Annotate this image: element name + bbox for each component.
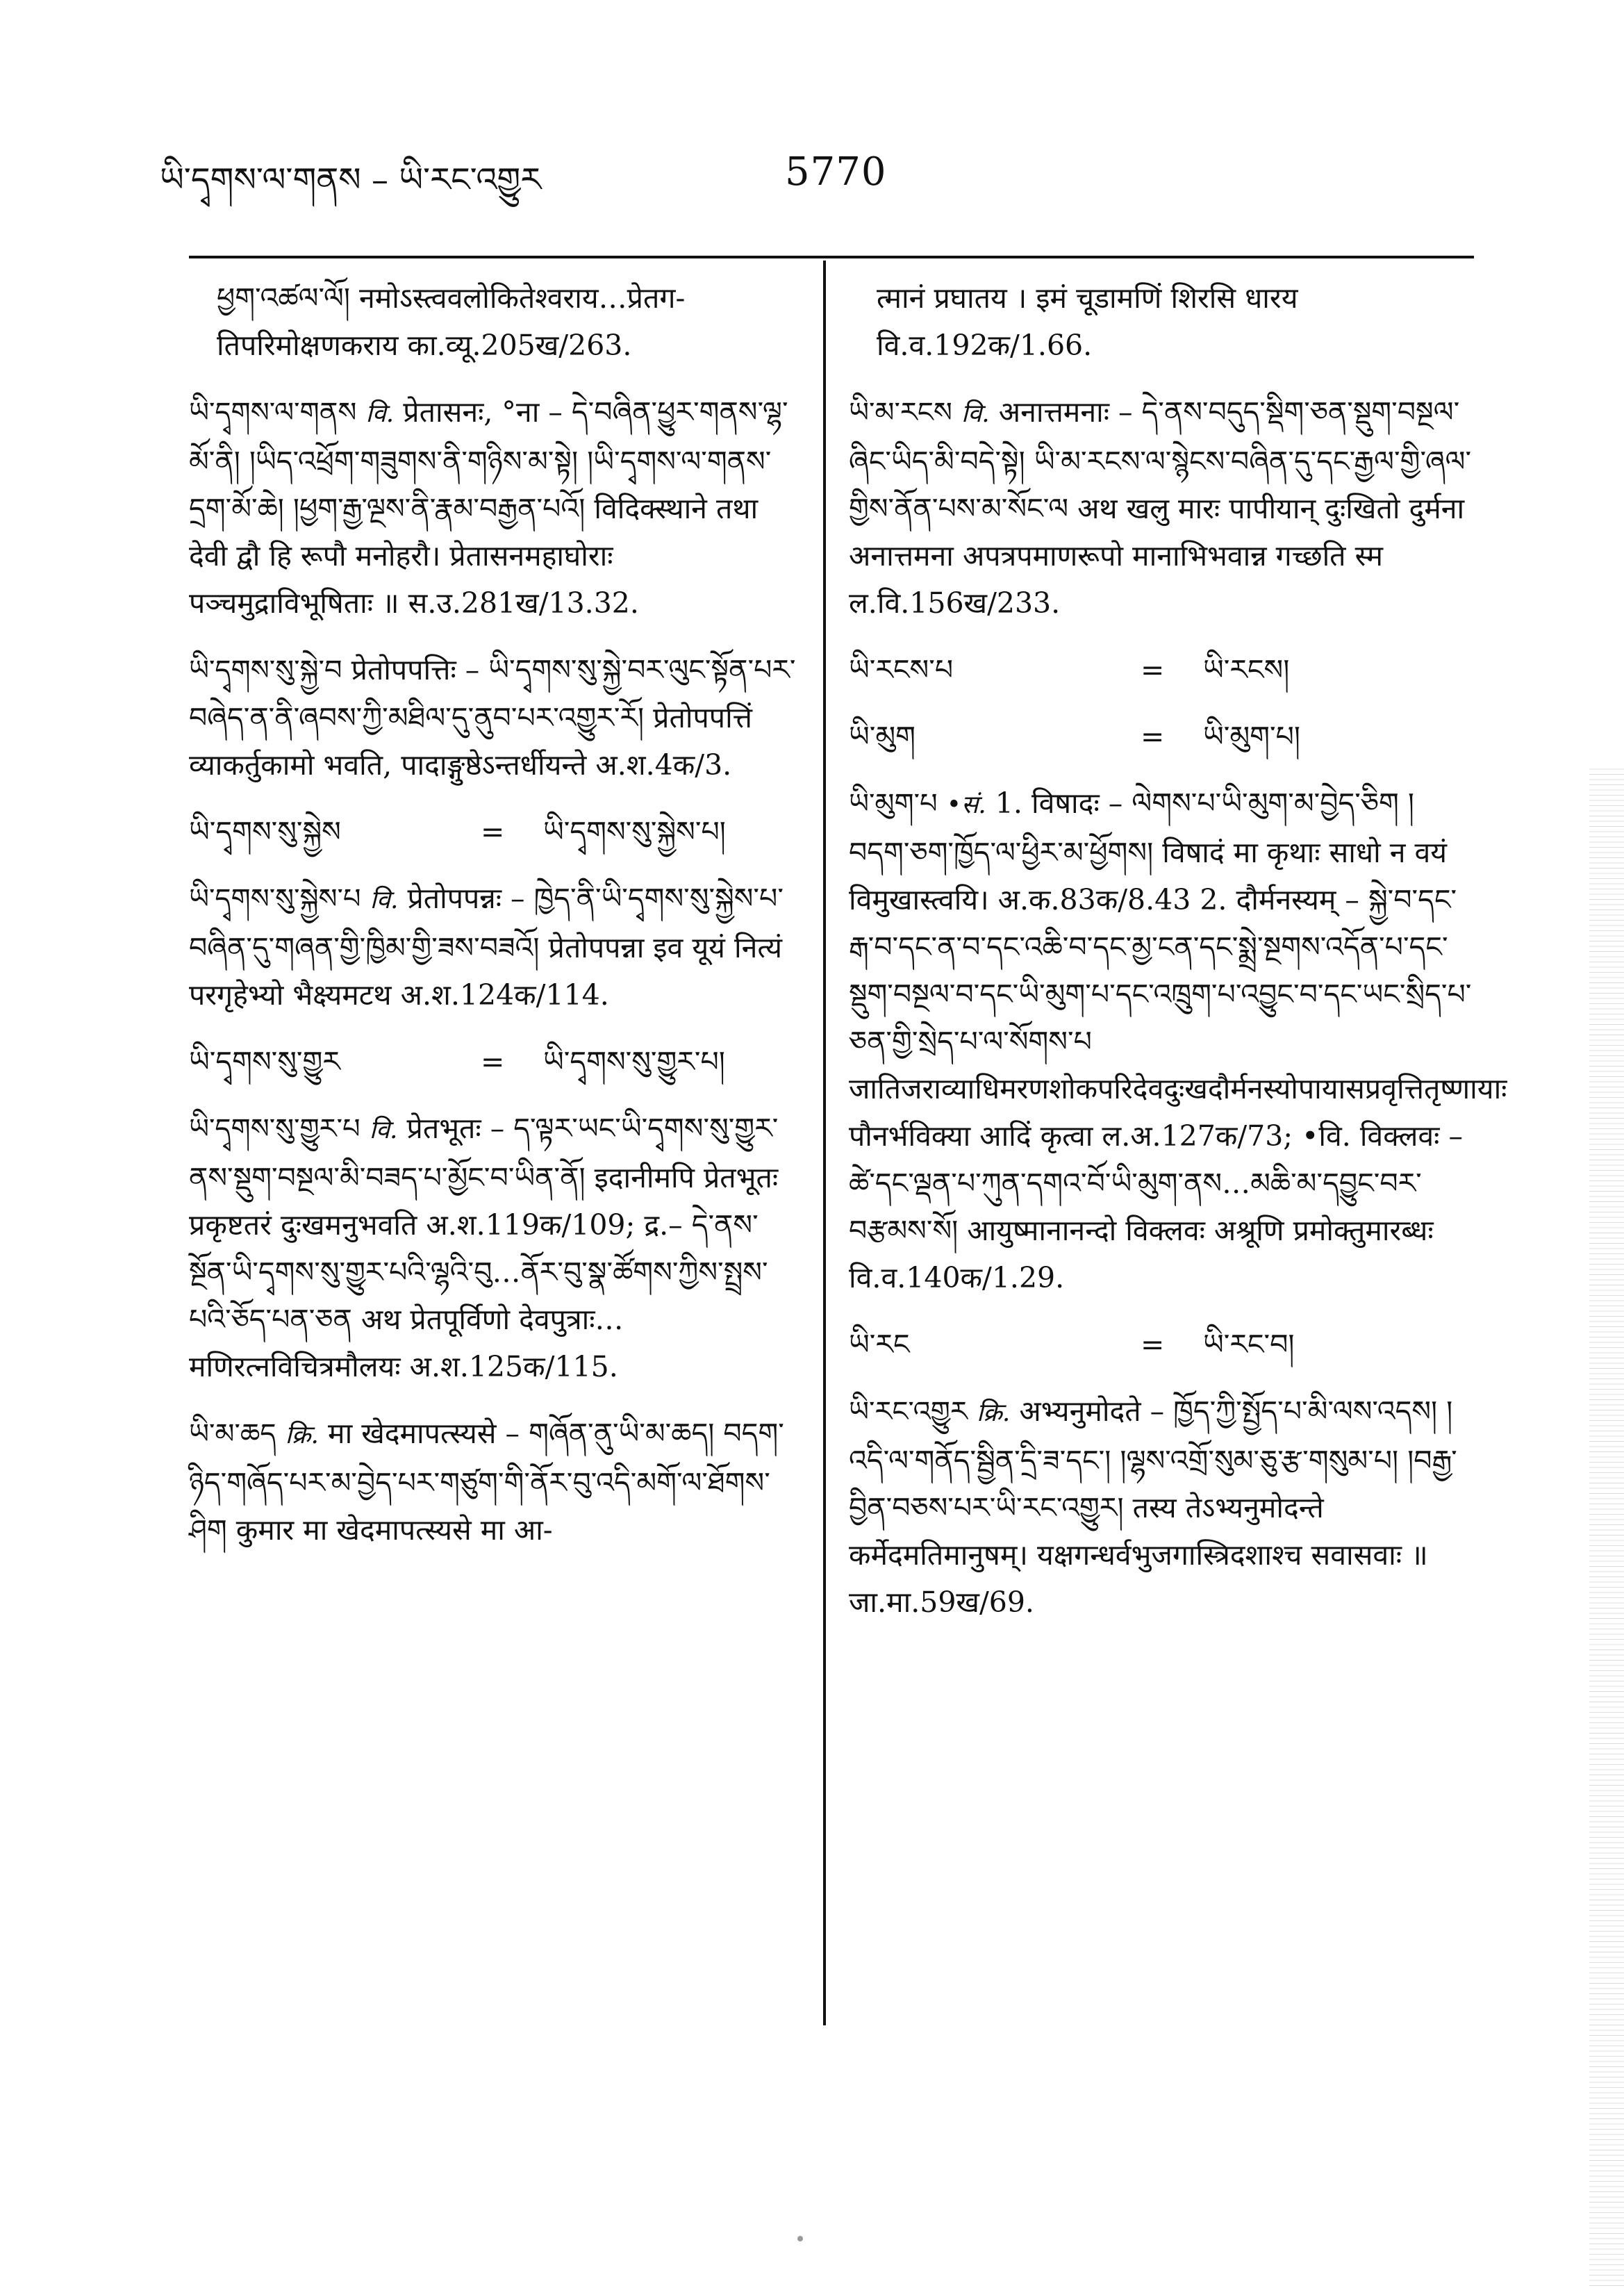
right-column xyxy=(849,274,1507,1645)
equals-sign: = xyxy=(481,1045,505,1078)
equals-sign: = xyxy=(1141,720,1165,753)
xref-term: ཡི་དྭགས་སུ་གྱུར xyxy=(189,1045,340,1078)
part-of-speech: क्रि. xyxy=(976,1399,1011,1427)
xref-term: ཡི་རངས་པ xyxy=(849,653,954,686)
dictionary-entry xyxy=(189,274,800,369)
cross-reference xyxy=(189,1038,800,1085)
cross-reference xyxy=(849,713,1474,760)
xref-term: ཡི་རང xyxy=(849,1328,910,1361)
entry-body: प्रेतोपपत्तिः – ཡི་དྭགས་སུ་སྐྱེ་བར་ལུང་སྟོན་པར་བཞེད་ན་ནི་ཞབས་ཀྱི་མཐིལ་དུ་ནུབ་པར་འགྱུར་རོ། प्रेतोपपत्तिं व्याकर्तुकामो भवति, पादाङ्गुष्ठेऽन्तर्धीयन्ते अ.श.4क/3. xyxy=(189,653,796,782)
equals-sign: = xyxy=(1141,1328,1165,1361)
entry-body: प्रेतासनः, °ना – དེ་བཞིན་ཕྱུར་གནས་ལྷ་མོ་ནི། །ཡིད་འཕྲོག་གཟུགས་ནི་གཉིས་མ་སྟེ། །ཡི་དྭགས་ལ་གནས་དྲག་མོ་ཆེ། །ཕྱག་རྒྱ་ལྔས་ནི་རྣམ་བརྒྱན་པའོ། विदिक्स्थाने तथा देवी द्वौ हि रूपौ मनोहरौ। प्रेतासनमहाघोराः पञ्चमुद्राविभूषिताः ॥ स.उ.281ख/13.32. xyxy=(189,395,788,620)
dictionary-entry xyxy=(189,875,800,1019)
entry-continuation: ཕྱག་འཚལ་ལོ། नमोऽस्त्ववलोकितेश्वराय…प्रेतग-तिपरिमोक्षणकराय का.व्यू.205ख/263. xyxy=(217,281,686,362)
entry-body: अनात्तमनाः – དེ་ནས་བདུད་སྡིག་ཅན་སྡུག་བསྔལ་ཞིང་ཡིད་མི་བདེ་སྟེ། ཡི་མ་རངས་ལ་སྙེངས་བཞིན་དུ་དང་རྒྱལ་གྱི་ཞལ་གྱིས་ནོན་པས་མ་སོང་ལ अथ खलु मारः पापीयान् दुःखितो दुर्मना अनात्तमना अपत्रपमाणरूपो मानाभिभवान्न गच्छति स्म ल.वि.156ख/233. xyxy=(849,395,1472,620)
headword: ཡི་མ་རངས xyxy=(849,397,952,429)
dictionary-entry xyxy=(189,1410,800,1554)
scan-speck xyxy=(797,2236,803,2241)
entry-body: अभ्यनुमोदते – ཁྱོད་ཀྱི་སྤྱོད་པ་མི་ལས་འདས། །འདི་ལ་གནོད་སྦྱིན་དྲི་ཟ་དང་། །ལྷས་འགྲོ་སུམ་ཅུ་རྩ་གསུམ་པ། །བརྒྱ་བྱིན་བཅས་པར་ཡི་རང་འགྱུར། तस्य तेऽभ्यनुमोदन्ते कर्मेदमतिमानुषम्। यक्षगन्धर्वभुजगास्त्रिदशाश्च सवासवाः ॥ जा.मा.59ख/69. xyxy=(849,1394,1457,1619)
dictionary-entry xyxy=(189,1105,800,1390)
entry-body: मा खेदमापत्स्यसे – གཞོན་ནུ་ཡི་མ་ཆད། བདག་ཉིད་གཞོད་པར་མ་བྱེད་པར་གཙུག་གི་ནོར་བུ་འདི་མགོ་ལ་ཐོགས་ཤིག कुमार मा खेदमापत्स्यसे मा आ- xyxy=(189,1417,784,1547)
entry-body: 1. विषादः – ལེགས་པ་ཡི་མུག་མ་བྱེད་ཅིག །བདག་ཅག་ཁྱོད་ལ་ཕྱིར་མ་ཕྱོགས། विषादं मा कृथाः साधो न वयं विमुखास्त्वयि। अ.क.83क/8.43 2. दौर्मनस्यम् – སྐྱེ་བ་དང་རྒ་བ་དང་ན་བ་དང་འཆི་བ་དང་མྱ་ངན་དང་སྨྲེ་སྔགས་འདོན་པ་དང་སྡུག་བསྔལ་བ་དང་ཡི་མུག་པ་དང་འཁྲུག་པ་འབྱུང་བ་དང་ཡང་སྲིད་པ་ཅན་གྱི་སྲེད་པ་ལ་སོགས་པ जातिजराव्याधिमरणशोकपरिदेवदुःखदौर्मनस्योपायासप्रवृत्तितृष्णायाः पौनर्भविक्या आदिं कृत्वा ल.अ.127क/73; •वि. विक्लवः – ཚེ་དང་ལྡན་པ་ཀུན་དགའ་བོ་ཡི་མུག་ནས…མཆི་མ་དབྱུང་བར་བརྩམས་སོ། आयुष्मानानन्दो विक्लवः अश्रूणि प्रमोक्तुमारब्धः वि.व.140क/1.29. xyxy=(849,787,1507,1294)
equals-sign: = xyxy=(1141,653,1165,686)
left-column xyxy=(189,274,800,1573)
xref-term: ཡི་དྭགས་སུ་སྐྱེས xyxy=(189,815,341,848)
part-of-speech: वि. xyxy=(370,886,399,914)
headword: ཡི་དྭགས་སུ་སྐྱེས་པ xyxy=(189,883,361,915)
part-of-speech: वि. xyxy=(961,400,990,428)
entry-continuation: त्मानं प्रघातय । इमं चूडामणिं शिरसि धारय वि.व.192क/1.66. xyxy=(877,281,1298,362)
headword: ཡི་མ་ཆད xyxy=(189,1418,276,1450)
headword: ཡི་མུག་པ xyxy=(849,788,938,820)
part-of-speech: वि. xyxy=(365,400,395,428)
part-of-speech: •सं. xyxy=(946,791,986,819)
headword: ཡི་དྭགས་སུ་སྐྱེ་བ xyxy=(189,655,342,686)
column-divider xyxy=(823,261,826,2025)
xref-term: ཡི་མུག xyxy=(849,720,915,753)
dictionary-entry xyxy=(849,780,1507,1301)
page-number: 5770 xyxy=(785,149,887,195)
dictionary-entry xyxy=(849,1388,1474,1626)
cross-reference xyxy=(849,646,1474,693)
xref-target: ཡི་དྭགས་སུ་གྱུར་པ། xyxy=(543,1045,725,1078)
headword: ཡི་རང་འགྱུར xyxy=(849,1396,968,1428)
headword: ཡི་དྭགས་ལ་གནས xyxy=(189,397,357,429)
headword: ཡི་དྭགས་སུ་གྱུར་པ xyxy=(189,1113,361,1145)
dictionary-entry xyxy=(849,274,1474,369)
dictionary-entry xyxy=(189,388,800,627)
running-head: ཡི་དྭགས་ལ་གནས – ཡི་རང་འགྱུར xyxy=(160,161,542,199)
cross-reference xyxy=(189,808,800,855)
dictionary-entry xyxy=(849,388,1474,627)
entry-body: प्रेतोपपन्नः – ཁྱེད་ནི་ཡི་དྭགས་སུ་སྐྱེས་པ་བཞིན་དུ་གཞན་གྱི་ཁྱིམ་གྱི་ཟས་བཟའོ། प्रेतोपपन्ना इव यूयं नित्यं परगृहेभ्यो भैक्ष्यमटथ अ.श.124क/114. xyxy=(189,882,784,1012)
part-of-speech: वि. xyxy=(369,1116,398,1144)
xref-target: ཡི་རངས། xyxy=(1203,653,1290,686)
dictionary-entry xyxy=(189,646,800,789)
xref-target: ཡི་དྭགས་སུ་སྐྱེས་པ། xyxy=(543,815,726,848)
header-rule xyxy=(189,256,1474,258)
part-of-speech: क्रि. xyxy=(285,1421,319,1449)
xref-target: ཡི་མུག་པ། xyxy=(1203,720,1300,753)
equals-sign: = xyxy=(481,815,505,848)
xref-target: ཡི་རང་བ། xyxy=(1203,1328,1295,1361)
scan-edge-noise xyxy=(1589,764,1624,2288)
entry-body: प्रेतभूतः – ད་ལྟར་ཡང་ཡི་དྭགས་སུ་གྱུར་ནས་སྡུག་བསྔལ་མི་བཟད་པ་མྱོང་བ་ཡིན་ནོ། इदानीमपि प्रेतभूतः प्रकृष्टतरं दुःखमनुभवति अ.श.119क/109; द्र.– དེ་ནས་སྔོན་ཡི་དྭགས་སུ་གྱུར་པའི་ལྷའི་བུ…ནོར་བུ་སྣ་ཚོགས་ཀྱིས་སྤྲས་པའི་ཅོད་པན་ཅན अथ प्रेतपूर्विणो देवपुत्राः… मणिरत्नविचित्रमौलयः अ.श.125क/115. xyxy=(189,1112,779,1383)
cross-reference xyxy=(849,1321,1474,1368)
